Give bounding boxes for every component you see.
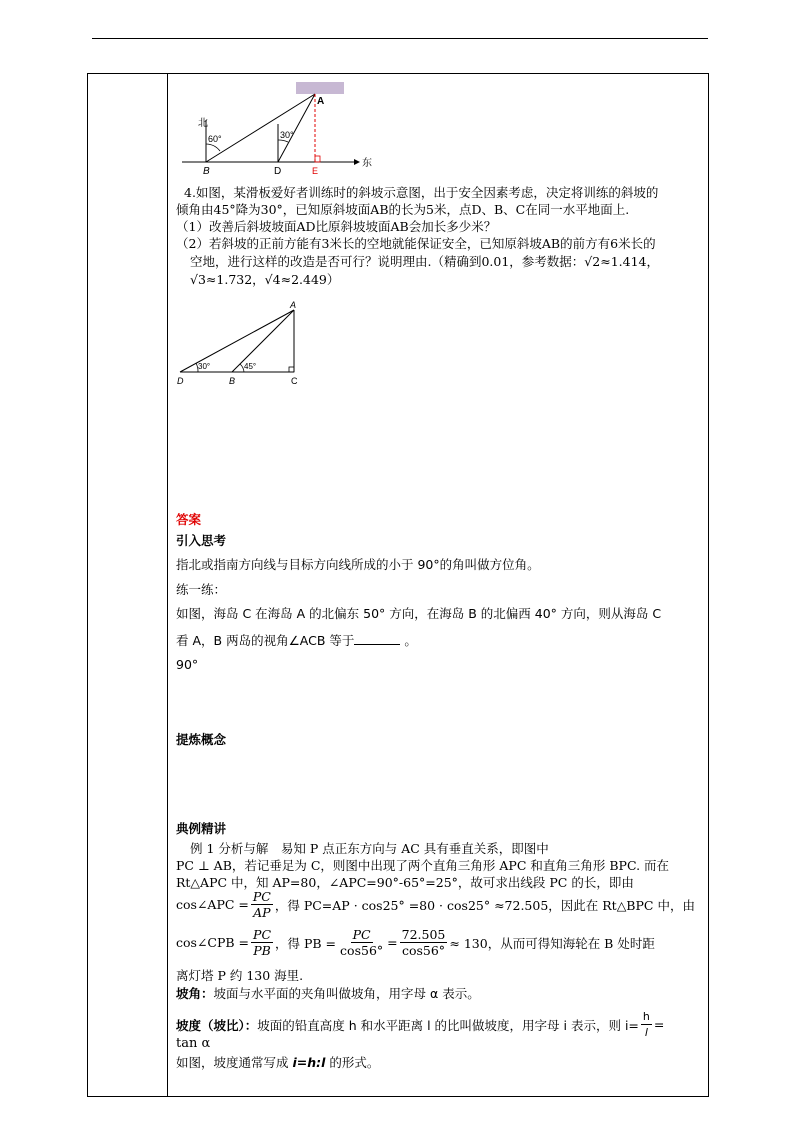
slope-form bbox=[176, 1055, 379, 1071]
header-rule bbox=[92, 38, 708, 39]
practice-line1: 如图，海岛 C 在海岛 A 的北偏东 50° 方向，在海岛 B 的北偏西 40° 方向，则从海岛 C bbox=[176, 606, 662, 621]
cos-apc-lhs: cos∠APC = bbox=[176, 897, 249, 912]
problem4-line1: 4.如图，某滑板爱好者训练时的斜坡示意图，出于安全因素考虑，决定将训练的斜坡的 bbox=[184, 185, 659, 200]
point-e-label: E bbox=[312, 166, 319, 176]
fraction-numerator: PC bbox=[253, 927, 272, 942]
angle-60-label: 60° bbox=[208, 134, 222, 144]
fraction-denominator: l bbox=[644, 1026, 648, 1039]
problem4-question2-line2: 空地，进行这样的改造是否可行？说明理由.（精确到0.01，参考数据：√2≈1.414， bbox=[190, 254, 659, 269]
fraction-numerator: PC bbox=[352, 927, 371, 942]
practice-line2 bbox=[176, 632, 417, 649]
example-line1: 例 1 分析与解 易知 P 点正东方向与 AC 具有垂直关系，即图中 bbox=[190, 841, 549, 856]
bearing-figure bbox=[176, 82, 376, 182]
slope-definition bbox=[176, 1009, 664, 1040]
fraction-denominator: PB bbox=[253, 943, 271, 958]
slope-angle-term: 坡角： bbox=[176, 986, 214, 1001]
slope-angle-text: 坡面与水平面的夹角叫做坡角，用字母 α 表示。 bbox=[213, 986, 480, 1001]
concept-heading: 提炼概念 bbox=[176, 732, 227, 747]
fraction-numerator: PC bbox=[252, 889, 271, 904]
intro-text: 指北或指南方向线与目标方向线所成的小于 90°的角叫做方位角。 bbox=[176, 557, 540, 572]
example-cos-apc-line bbox=[176, 889, 695, 920]
point-b-label: B bbox=[203, 166, 210, 177]
fraction-pc-ap bbox=[251, 889, 273, 920]
example-cos-cpb-line bbox=[176, 927, 655, 958]
answer-heading: 答案 bbox=[176, 512, 202, 527]
fraction-h-l bbox=[641, 1009, 652, 1040]
slope-tan: tan α bbox=[176, 1036, 211, 1051]
fraction-numerator: 72.505 bbox=[401, 927, 446, 942]
fraction-pc-pb bbox=[251, 927, 273, 958]
fig2-point-d-label: D bbox=[177, 376, 184, 386]
logo-watermark bbox=[296, 82, 344, 94]
fraction-value-cos56 bbox=[400, 927, 448, 958]
cos-cpb-lhs: cos∠CPB = bbox=[176, 935, 250, 950]
slope-angle-definition bbox=[176, 986, 480, 1002]
angle-30-label: 30° bbox=[280, 130, 294, 140]
slope-text: 坡面的铅直高度 h 和水平距离 l 的比叫做坡度，用字母 i 表示，则 i= bbox=[257, 1017, 639, 1033]
practice-answer: 90° bbox=[176, 657, 199, 672]
point-a-label: A bbox=[317, 96, 325, 107]
fraction-pc-cos56 bbox=[338, 927, 385, 958]
cos-cpb-eq: = bbox=[387, 935, 398, 950]
problem4-question1: （1）改善后斜坡坡面AD比原斜坡坡面AB会加长多少米？ bbox=[176, 219, 497, 234]
cos-cpb-mid: ，得 PB = bbox=[275, 935, 337, 951]
fig2-angle-30-label: 30° bbox=[198, 362, 211, 371]
practice-line2-text: 看 A，B 两岛的视角∠ACB 等于 bbox=[176, 633, 355, 648]
slope-form-end: 的形式。 bbox=[325, 1055, 380, 1070]
problem4-line2: 倾角由45°降为30°，已知原斜坡面AB的长为5米，点D、B、C在同一水平地面上. bbox=[176, 202, 630, 217]
fig2-point-b-label: B bbox=[229, 376, 236, 386]
example-heading: 典例精讲 bbox=[176, 821, 227, 836]
problem4-question2-line3: √3≈1.732，√4≈2.449） bbox=[190, 272, 340, 287]
intro-heading: 引入思考 bbox=[176, 533, 227, 548]
slope-term: 坡度（坡比）： bbox=[176, 1017, 258, 1033]
content-cell bbox=[176, 74, 706, 1096]
slope-form-text: 如图，坡度通常写成 bbox=[176, 1055, 293, 1070]
slope-figure bbox=[176, 300, 306, 390]
fraction-denominator: cos56° bbox=[340, 943, 384, 958]
answer-blank bbox=[354, 632, 400, 645]
lesson-table bbox=[87, 73, 709, 1097]
column-divider bbox=[167, 74, 168, 1096]
practice-line2-end: 。 bbox=[404, 633, 417, 648]
fig2-point-c-label: C bbox=[291, 376, 298, 386]
fraction-numerator: h bbox=[642, 1010, 650, 1023]
point-d-label: D bbox=[274, 166, 282, 177]
fig2-angle-45-label: 45° bbox=[244, 362, 257, 371]
example-line2: PC ⊥ AB，若记垂足为 C，则图中出现了两个直角三角形 APC 和直角三角形 BPC. 而在 bbox=[176, 858, 670, 873]
example-line6: 离灯塔 P 约 130 海里. bbox=[176, 968, 304, 983]
example-line3: Rt△APC 中，知 AP=80，∠APC=90°-65°=25°，故可求出线段 PC 的长，即由 bbox=[176, 875, 634, 890]
fraction-denominator: cos56° bbox=[401, 943, 446, 958]
north-label: 北 bbox=[198, 118, 208, 129]
fig2-point-a-label: A bbox=[290, 300, 297, 310]
east-label: 东 bbox=[362, 158, 372, 169]
cos-apc-rest: ，得 PC=AP · cos25° =80 · cos25° ≈72.505，因此在 Rt△BPC 中，由 bbox=[274, 897, 695, 913]
problem4-question2-line1: （2）若斜坡的正前方能有3米长的空地就能保证安全，已知原斜坡AB的前方有6米长的 bbox=[176, 236, 656, 251]
slope-eq: = bbox=[653, 1017, 665, 1032]
cos-cpb-rest: ≈ 130，从而可得知海轮在 B 处时距 bbox=[449, 935, 655, 951]
practice-label: 练一练： bbox=[176, 582, 227, 597]
fraction-denominator: AP bbox=[253, 905, 271, 920]
slope-form-expression: i=h:l bbox=[292, 1055, 326, 1070]
